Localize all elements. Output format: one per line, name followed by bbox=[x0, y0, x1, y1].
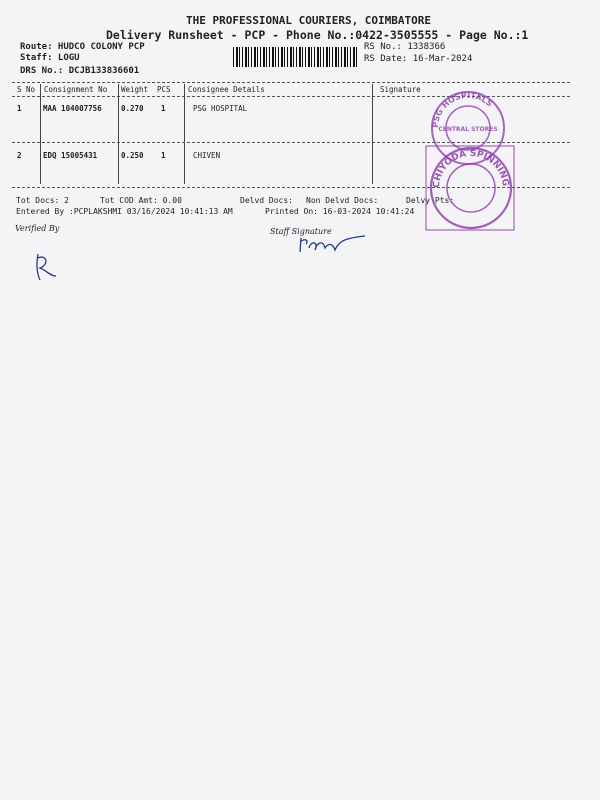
row2-consignment: EDQ 15005431 bbox=[43, 151, 98, 160]
svg-text:PSG HOSPITALS bbox=[431, 91, 494, 128]
delivered-docs: Delvd Docs: bbox=[240, 196, 293, 205]
col-divider bbox=[372, 84, 373, 184]
company-title: THE PROFESSIONAL COURIERS, COIMBATORE bbox=[186, 14, 432, 27]
total-docs: Tot Docs: 2 bbox=[16, 196, 69, 205]
row2-sno: 2 bbox=[17, 151, 22, 160]
runsheet-title: Delivery Runsheet - PCP - Phone No.:0422-3505555 - Page No.:1 bbox=[106, 28, 529, 42]
total-cod-amount: Tot COD Amt: 0.00 bbox=[100, 196, 182, 205]
col-header-signature: Signature bbox=[380, 85, 421, 94]
stamp2-outer-text: CHIYODA SPINNING bbox=[431, 148, 511, 189]
spinning-mill-stamp bbox=[422, 138, 520, 234]
col-divider bbox=[184, 84, 185, 184]
row2-pcs: 1 bbox=[161, 151, 166, 160]
row1-consignee: PSG HOSPITAL bbox=[193, 104, 248, 113]
row1-consignment: MAA 104007756 bbox=[43, 104, 102, 113]
table-top-rule bbox=[12, 82, 570, 83]
col-header-sno: S No bbox=[17, 85, 36, 94]
delivery-points: Delvy Pts: bbox=[406, 196, 455, 205]
barcode bbox=[233, 47, 357, 67]
staff-signature bbox=[295, 228, 370, 258]
col-header-weight: Weight bbox=[121, 85, 149, 94]
col-header-consignment: Consignment No bbox=[44, 85, 108, 94]
col-divider bbox=[40, 84, 41, 184]
verifier-signature bbox=[28, 250, 68, 286]
col-header-pcs: PCS bbox=[157, 85, 171, 94]
row1-weight: 0.270 bbox=[121, 104, 144, 113]
svg-text:CHIYODA SPINNING bbox=[432, 149, 510, 188]
printed-on: Printed On: 16-03-2024 10:41:24 bbox=[265, 207, 415, 216]
rs-date: RS Date: 16-Mar-2024 bbox=[364, 54, 473, 64]
staff-signature-label: Staff Signature bbox=[270, 227, 332, 236]
row2-consignee: CHIVEN bbox=[193, 151, 221, 160]
stamp1-outer-text: PSG HOSPITALS bbox=[430, 90, 495, 129]
col-header-consignee: Consignee Details bbox=[188, 85, 265, 94]
row1-pcs: 1 bbox=[161, 104, 166, 113]
verified-by-label: Verified By bbox=[15, 224, 60, 233]
entered-by: Entered By :PCPLAKSHMI 03/16/2024 10:41:13 AM bbox=[16, 207, 233, 216]
row2-weight: 0.250 bbox=[121, 151, 144, 160]
route-label: Route: HUDCO COLONY PCP bbox=[20, 42, 145, 52]
rs-number: RS No.: 1338366 bbox=[364, 42, 446, 52]
col-divider bbox=[118, 84, 119, 184]
drs-number: DRS No.: DCJB133836601 bbox=[20, 66, 140, 76]
row1-sno: 1 bbox=[17, 104, 22, 113]
staff-label: Staff: LOGU bbox=[20, 53, 80, 63]
stamp1-inner-text: CENTRAL STORES bbox=[438, 126, 498, 133]
non-delivered-docs: Non Delvd Docs: bbox=[306, 196, 379, 205]
